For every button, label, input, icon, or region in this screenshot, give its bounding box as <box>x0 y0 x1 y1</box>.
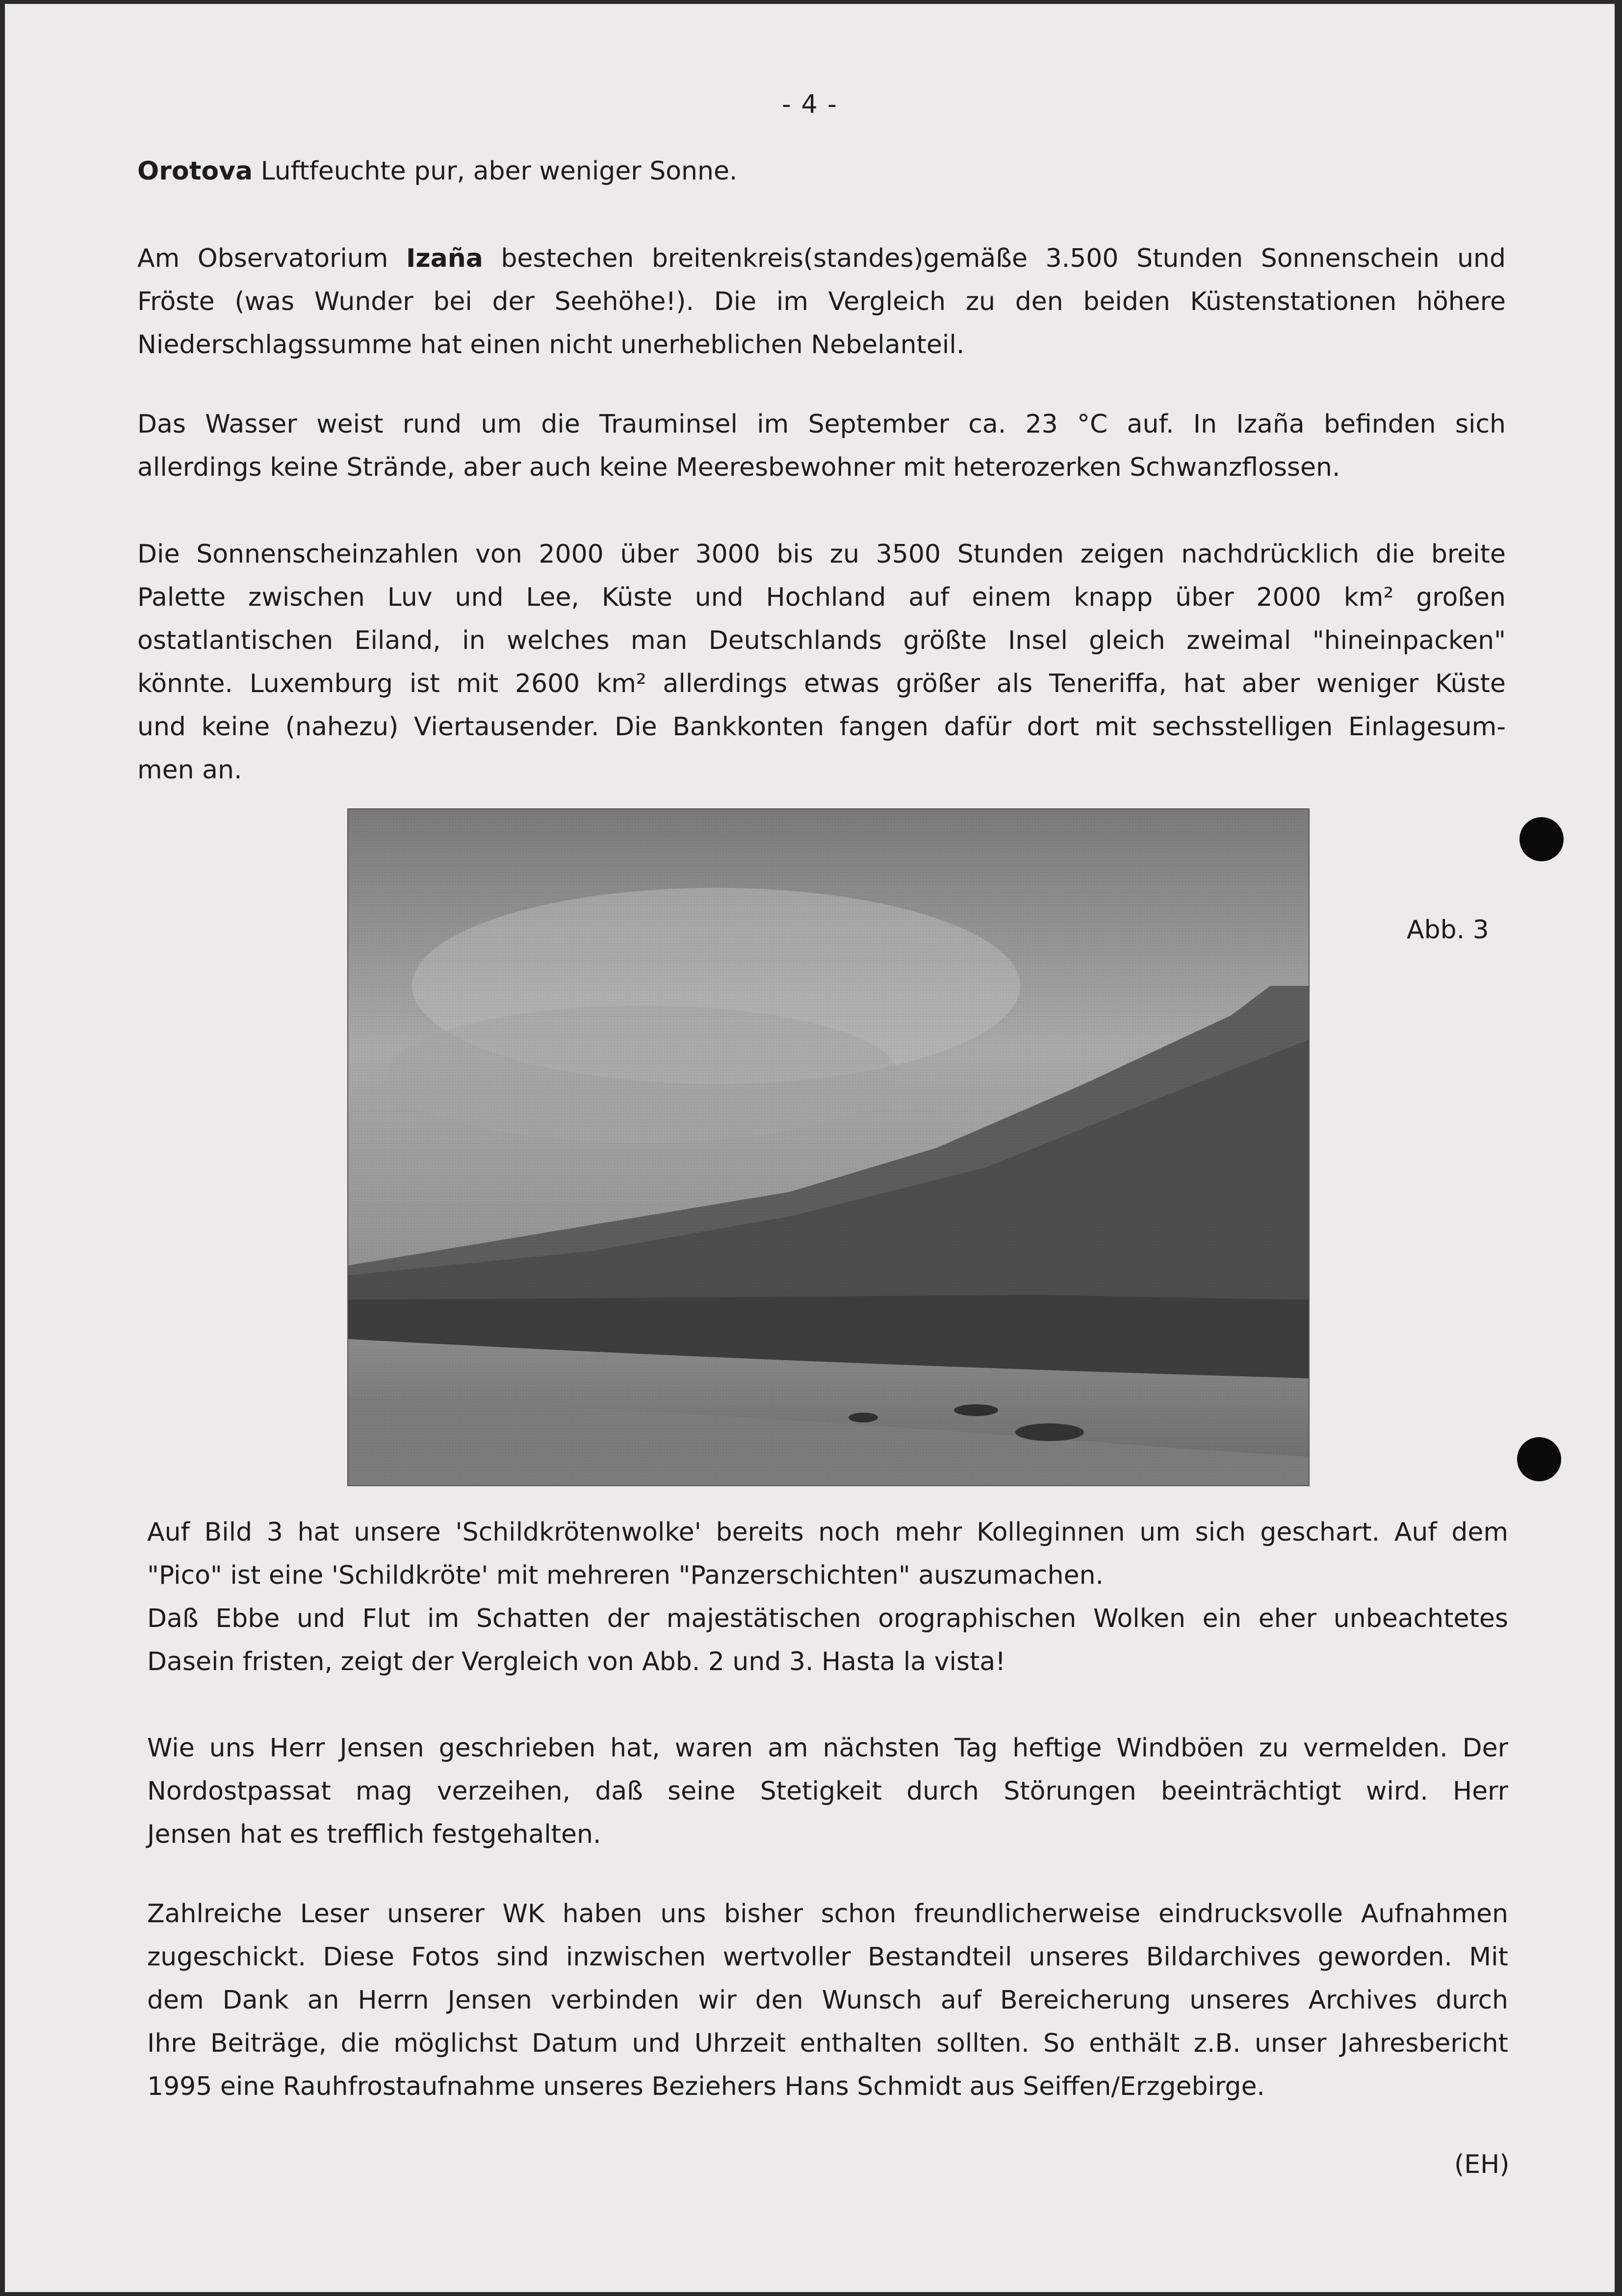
text-line: Wie uns Herr Jensen geschrieben hat, waren am nächsten Tag heftige Windböen zu vermelden. Der <box>147 1733 1508 1763</box>
text-line: ostatlantischen Eiland, in welches man Deutschlands größte Insel gleich zweimal "hineinpacken" <box>137 626 1506 655</box>
paragraph-jensen <box>147 1727 1508 1856</box>
paragraph-izana <box>137 237 1506 366</box>
text-line: und keine (nahezu) Viertausender. Die Bankkonten fangen dafür dort mit sechsstelligen Einlagesum- <box>137 712 1506 742</box>
page-number: - 4 - <box>782 90 838 119</box>
author-signoff: (EH) <box>1454 2150 1510 2179</box>
text-line: Daß Ebbe und Flut im Schatten der majestätischen orographischen Wolken ein eher unbeachtetes <box>147 1604 1508 1633</box>
text-line: Zahlreiche Leser unserer WK haben uns bisher schon freundlicherweise eindrucksvolle Aufnahmen <box>147 1899 1508 1929</box>
text-line: Palette zwischen Luv und Lee, Küste und Hochland auf einem knapp über 2000 km² großen <box>137 583 1506 612</box>
photo-image <box>348 809 1309 1485</box>
paragraph-water <box>137 403 1506 489</box>
paragraph-text: Luftfeuchte pur, aber weniger Sonne. <box>253 156 738 186</box>
text-line: Jensen hat es trefflich festgehalten. <box>147 1820 601 1849</box>
paragraph-orotova <box>137 150 737 193</box>
text-line: dem Dank an Herrn Jensen verbinden wir den Wunsch auf Bereicherung unseres Archives durch <box>147 1986 1508 2015</box>
text-line: 1995 eine Rauhfrostaufnahme unseres Beziehers Hans Schmidt aus Seiffen/Erzgebirge. <box>147 2072 1265 2101</box>
place-name-orotova: Orotova <box>137 156 253 186</box>
text-line: könnte. Luxemburg ist mit 2600 km² allerdings etwas größer als Teneriffa, hat aber weniger Küste <box>137 669 1506 698</box>
paragraph-figure-description <box>147 1511 1508 1683</box>
text-line: allerdings keine Strände, aber auch keine Meeresbewohner mit heterozerken Schwanzflossen. <box>137 453 1340 482</box>
place-name-izana: Izaña <box>406 244 483 273</box>
text-run: bestechen breitenkreis(standes)gemäße 3.500 Stunden Sonnenschein und <box>483 244 1506 273</box>
text-line: Fröste (was Wunder bei der Seehöhe!). Die im Vergleich zu den beiden Küstenstationen höhere <box>137 287 1506 316</box>
text-run: Am Observatorium <box>137 244 407 273</box>
text-line: Ihre Beiträge, die möglichst Datum und Uhrzeit enthalten sollten. So enthält z.B. unser Jahresbericht <box>147 2029 1508 2058</box>
text-line: Die Sonnenscheinzahlen von 2000 über 3000 bis zu 3500 Stunden zeigen nachdrücklich die breite <box>137 540 1506 569</box>
text-line: Niederschlagssumme hat einen nicht unerheblichen Nebelanteil. <box>137 330 965 360</box>
text-line: men an. <box>137 755 242 785</box>
paragraph-sunshine <box>137 533 1506 792</box>
paragraph-readers <box>147 1892 1508 2108</box>
punch-hole <box>1517 1437 1561 1481</box>
figure-photo-mountain <box>347 808 1310 1486</box>
text-line: Auf Bild 3 hat unsere 'Schildkrötenwolke' bereits noch mehr Kolleginnen um sich geschart. Auf dem <box>147 1518 1508 1547</box>
punch-hole <box>1519 817 1564 861</box>
text-line: Nordostpassat mag verzeihen, daß seine Stetigkeit durch Störungen beeinträchtigt wird. Herr <box>147 1777 1508 1806</box>
text-line: Das Wasser weist rund um die Trauminsel im September ca. 23 °C auf. In Izaña befinden sich <box>137 410 1506 439</box>
text-line: zugeschickt. Diese Fotos sind inzwischen wertvoller Bestandteil unseres Bildarchives geworden. Mit <box>147 1942 1508 1972</box>
text-line: "Pico" ist eine 'Schildkröte' mit mehreren "Panzerschichten" auszumachen. <box>147 1561 1104 1590</box>
document-page <box>5 4 1615 2292</box>
text-line: Dasein fristen, zeigt der Vergleich von Abb. 2 und 3. Hasta la vista! <box>147 1647 1006 1677</box>
figure-caption: Abb. 3 <box>1407 915 1489 945</box>
